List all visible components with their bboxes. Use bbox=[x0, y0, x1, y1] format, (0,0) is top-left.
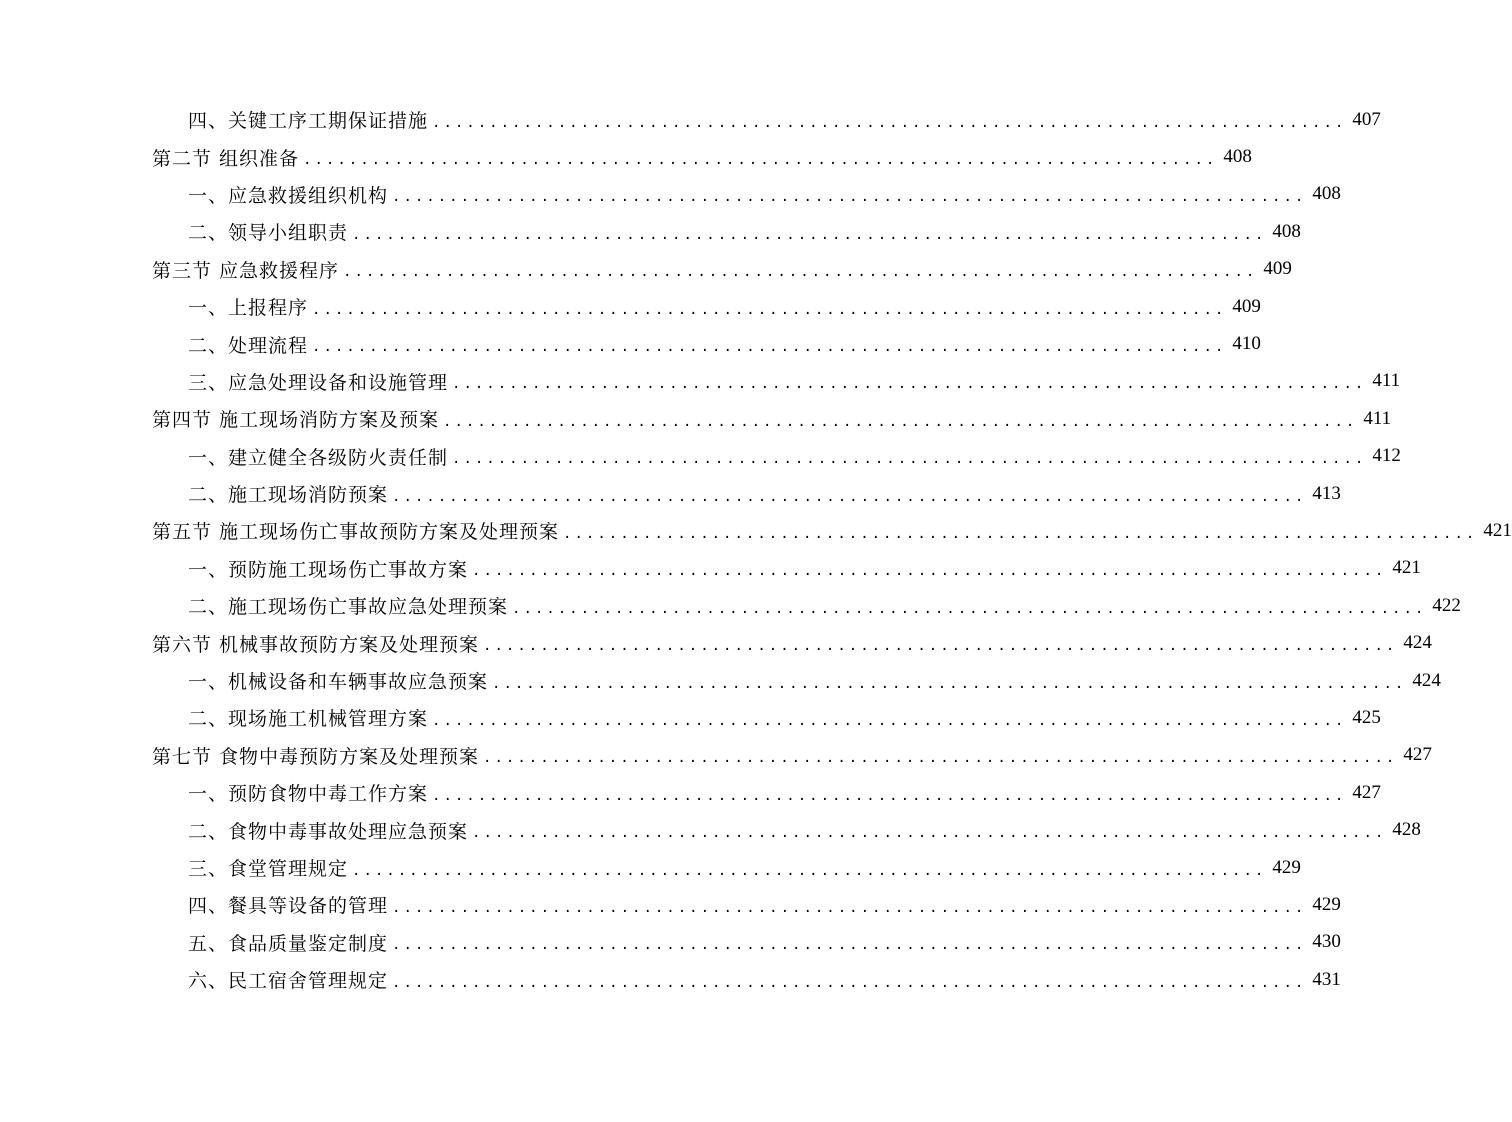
toc-entry-title: 第四节 施工现场消防方案及预案 bbox=[152, 409, 440, 432]
toc-page-number: 409 bbox=[1232, 295, 1261, 317]
toc-page-number: 409 bbox=[1263, 258, 1292, 280]
toc-subsection-entry[interactable] bbox=[0, 886, 1341, 923]
table-of-contents bbox=[0, 101, 1512, 998]
toc-entry-title: 二、处理流程 bbox=[188, 334, 309, 357]
toc-page-number: 421 bbox=[1392, 557, 1421, 579]
toc-entry-title: 第六节 机械事故预防方案及处理预案 bbox=[152, 633, 480, 656]
toc-entry-title: 五、食品质量鉴定制度 bbox=[188, 932, 389, 955]
toc-dot-leader: ................................................................................ bbox=[472, 825, 1387, 842]
toc-page-number: 431 bbox=[1312, 968, 1341, 990]
toc-dot-leader: ................................................................................ bbox=[392, 974, 1307, 991]
toc-page-number: 407 bbox=[1352, 108, 1381, 130]
toc-entry-title: 一、机械设备和车辆事故应急预案 bbox=[188, 671, 489, 694]
toc-section-entry[interactable] bbox=[0, 624, 1432, 661]
toc-dot-leader: ................................................................................ bbox=[352, 862, 1267, 879]
toc-page-number: 422 bbox=[1432, 594, 1461, 616]
toc-subsection-entry[interactable] bbox=[0, 213, 1301, 250]
toc-section-entry[interactable] bbox=[0, 251, 1292, 288]
toc-entry-title: 二、食物中毒事故处理应急预案 bbox=[188, 820, 469, 843]
toc-subsection-entry[interactable] bbox=[0, 363, 1401, 400]
toc-entry-title: 二、施工现场伤亡事故应急处理预案 bbox=[188, 596, 509, 619]
toc-dot-leader: ................................................................................ bbox=[563, 525, 1478, 542]
toc-page-number: 408 bbox=[1223, 146, 1252, 168]
toc-subsection-entry[interactable] bbox=[0, 924, 1341, 961]
toc-subsection-entry[interactable] bbox=[0, 288, 1261, 325]
toc-entry-title: 四、关键工序工期保证措施 bbox=[188, 110, 429, 133]
toc-subsection-entry[interactable] bbox=[0, 587, 1461, 624]
toc-page-number: 421 bbox=[1483, 519, 1512, 541]
toc-entry-title: 一、预防食物中毒工作方案 bbox=[188, 783, 429, 806]
toc-dot-leader: ................................................................................ bbox=[432, 712, 1347, 729]
toc-page-number: 408 bbox=[1272, 220, 1301, 242]
toc-page-number: 412 bbox=[1372, 445, 1401, 467]
toc-entry-title: 第二节 组织准备 bbox=[152, 147, 300, 170]
toc-entry-title: 四、餐具等设备的管理 bbox=[188, 895, 389, 918]
toc-page-number: 424 bbox=[1403, 632, 1432, 654]
toc-subsection-entry[interactable] bbox=[0, 438, 1401, 475]
toc-dot-leader: ................................................................................ bbox=[472, 563, 1387, 580]
toc-entry-title: 二、领导小组职责 bbox=[188, 222, 349, 245]
toc-dot-leader: ................................................................................ bbox=[312, 301, 1227, 318]
toc-subsection-entry[interactable] bbox=[0, 811, 1421, 848]
toc-subsection-entry[interactable] bbox=[0, 475, 1341, 512]
toc-section-entry[interactable] bbox=[0, 737, 1432, 774]
toc-page-number: 413 bbox=[1312, 482, 1341, 504]
toc-subsection-entry[interactable] bbox=[0, 662, 1441, 699]
toc-dot-leader: ................................................................................ bbox=[492, 675, 1407, 692]
toc-dot-leader: ................................................................................ bbox=[432, 114, 1347, 131]
toc-dot-leader: ................................................................................ bbox=[443, 413, 1358, 430]
toc-dot-leader: ................................................................................ bbox=[352, 226, 1267, 243]
toc-dot-leader: ................................................................................ bbox=[312, 339, 1227, 356]
toc-page-number: 429 bbox=[1272, 856, 1301, 878]
toc-dot-leader: ................................................................................ bbox=[452, 376, 1367, 393]
toc-dot-leader: ................................................................................ bbox=[483, 638, 1398, 655]
toc-entry-title: 一、预防施工现场伤亡事故方案 bbox=[188, 558, 469, 581]
toc-entry-title: 三、应急处理设备和设施管理 bbox=[188, 371, 449, 394]
toc-entry-title: 二、现场施工机械管理方案 bbox=[188, 708, 429, 731]
toc-page-number: 430 bbox=[1312, 931, 1341, 953]
toc-subsection-entry[interactable] bbox=[0, 176, 1341, 213]
toc-subsection-entry[interactable] bbox=[0, 550, 1421, 587]
toc-page-number: 408 bbox=[1312, 183, 1341, 205]
toc-page-number: 429 bbox=[1312, 893, 1341, 915]
toc-dot-leader: ................................................................................ bbox=[343, 264, 1258, 281]
toc-entry-title: 二、施工现场消防预案 bbox=[188, 484, 389, 507]
toc-entry-title: 三、食堂管理规定 bbox=[188, 858, 349, 880]
toc-entry-title: 一、上报程序 bbox=[188, 297, 309, 320]
toc-subsection-entry[interactable] bbox=[0, 961, 1341, 998]
toc-page-number: 410 bbox=[1232, 333, 1261, 355]
toc-dot-leader: ................................................................................ bbox=[392, 488, 1307, 505]
toc-entry-title: 一、建立健全各级防火责任制 bbox=[188, 446, 449, 469]
toc-entry-title: 第五节 施工现场伤亡事故预防方案及处理预案 bbox=[152, 521, 560, 544]
toc-section-entry[interactable] bbox=[0, 138, 1252, 175]
toc-dot-leader: ................................................................................ bbox=[432, 787, 1347, 804]
toc-subsection-entry[interactable] bbox=[0, 101, 1381, 138]
toc-entry-title: 第七节 食物中毒预防方案及处理预案 bbox=[152, 745, 480, 768]
toc-dot-leader: ................................................................................ bbox=[483, 750, 1398, 767]
toc-page-number: 427 bbox=[1352, 781, 1381, 803]
toc-dot-leader: ................................................................................ bbox=[452, 451, 1367, 468]
toc-subsection-entry[interactable] bbox=[0, 325, 1261, 362]
toc-subsection-entry[interactable] bbox=[0, 699, 1381, 736]
toc-dot-leader: ................................................................................ bbox=[392, 899, 1307, 916]
toc-page-number: 428 bbox=[1392, 819, 1421, 841]
toc-dot-leader: ................................................................................ bbox=[392, 189, 1307, 206]
toc-page-number: 424 bbox=[1412, 669, 1441, 691]
toc-section-entry[interactable] bbox=[0, 512, 1512, 549]
toc-section-entry[interactable] bbox=[0, 400, 1392, 437]
toc-entry-title: 六、民工宿舍管理规定 bbox=[188, 970, 389, 993]
toc-page-number: 411 bbox=[1363, 407, 1392, 429]
toc-subsection-entry[interactable] bbox=[0, 774, 1381, 811]
toc-dot-leader: ................................................................................ bbox=[512, 600, 1427, 617]
toc-page-number: 427 bbox=[1403, 744, 1432, 766]
toc-page-number: 425 bbox=[1352, 706, 1381, 728]
toc-dot-leader: ................................................................................ bbox=[303, 152, 1218, 169]
toc-entry-title: 一、应急救援组织机构 bbox=[188, 184, 389, 207]
toc-entry-title: 第三节 应急救援程序 bbox=[152, 259, 340, 282]
toc-page-number: 411 bbox=[1372, 370, 1401, 392]
toc-subsection-entry[interactable] bbox=[0, 849, 1301, 886]
toc-dot-leader: ................................................................................ bbox=[392, 937, 1307, 954]
